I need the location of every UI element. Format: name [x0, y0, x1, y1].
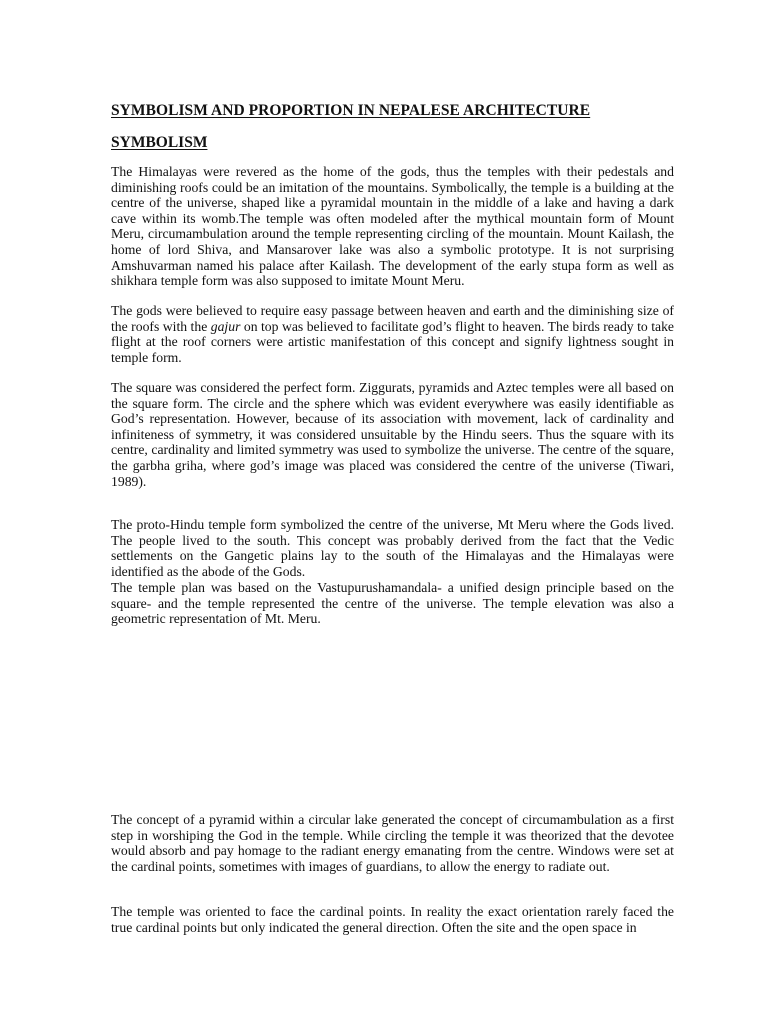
paragraph-text: The gods were believed to require easy passage between heaven and earth and the diminishing size of the roofs with the — [111, 303, 674, 334]
paragraph-text: on top was believed to facilitate god’s flight to heaven. The birds ready to take flight at the roof corners were artistic manifestation of this concept and signify lightness sought in temple form. — [111, 318, 674, 365]
paragraph: The Himalayas were revered as the home of the gods, thus the temples with their pedestals and diminishing roofs could be an imitation of the mountains. Symbolically, the temple is a building at the centre of the universe, shaped like a pyramidal mountain in the middle of a lake and having a dark cave within its womb.The temple was often modeled after the mythical mountain form of Mount Meru, circumambulation around the temple representing circling of the mountain. Mount Kailash, the home of lord Shiva, and Mansarover lake was also a symbolic prototype. It is not surprising Amshuvarman named his palace after Kailash. The development of the early stupa form as well as shikhara temple form was also supposed to imitate Mount Meru. — [111, 164, 674, 289]
paragraph: The temple was oriented to face the cardinal points. In reality the exact orientation rarely faced the true cardinal points but only indicated the general direction. Often the site and the open space in — [111, 904, 674, 935]
paragraph: The temple plan was based on the Vastupurushamandala- a unified design principle based on the square- and the temple represented the centre of the universe. The temple elevation was also a geometric representation of Mt. Meru. — [111, 580, 674, 627]
paragraph: The proto-Hindu temple form symbolized the centre of the universe, Mt Meru where the Gods lived. The people lived to the south. This concept was probably derived from the fact that the Vedic settlements on the Gangetic plains lay to the south of the Himalayas and the Himalayas were identified as the abode of the Gods. — [111, 517, 674, 579]
paragraph — [111, 303, 674, 365]
section-heading: SYMBOLISM — [111, 134, 208, 151]
paragraph: The square was considered the perfect form. Ziggurats, pyramids and Aztec temples were all based on the square form. The circle and the sphere which was evident everywhere was easily identifiable as God’s representation. However, because of its association with movement, lack of cardinality and infiniteness of symmetry, it was considered unsuitable by the Hindu seers. Thus the square with its centre, cardinality and limited symmetry was used to symbolize the universe. The centre of the square, the garbha griha, where god’s image was placed was considered the centre of the universe (Tiwari, 1989). — [111, 380, 674, 489]
document-title: SYMBOLISM AND PROPORTION IN NEPALESE ARCHITECTURE — [111, 102, 591, 119]
paragraph: The concept of a pyramid within a circular lake generated the concept of circumambulation as a first step in worshiping the God in the temple. While circling the temple it was theorized that the devotee would absorb and pay homage to the radiant energy emanating from the centre. Windows were set at the cardinal points, sometimes with images of guardians, to allow the energy to radiate out. — [111, 812, 674, 874]
italic-term: gajur — [210, 318, 241, 334]
